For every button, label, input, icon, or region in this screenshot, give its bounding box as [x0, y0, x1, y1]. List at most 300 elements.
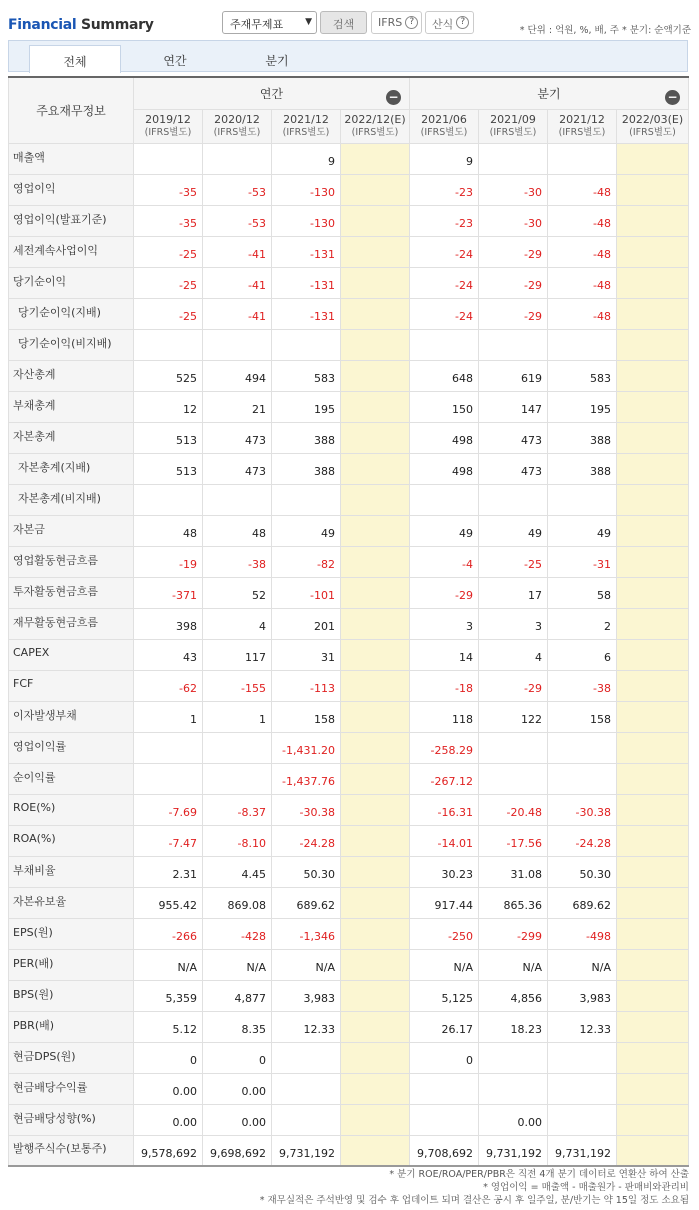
- table-cell: -25: [134, 236, 203, 267]
- row-label: 현금배당수익률: [9, 1073, 134, 1104]
- table-cell: -17.56: [479, 825, 548, 856]
- table-row: [9, 391, 689, 422]
- table-cell: 49: [479, 515, 548, 546]
- table-cell: [617, 298, 689, 329]
- table-cell: 147: [479, 391, 548, 422]
- table-cell: [341, 701, 410, 732]
- table-cell: -130: [272, 205, 341, 236]
- table-cell: -131: [272, 298, 341, 329]
- table-cell: [203, 143, 272, 174]
- table-row: [9, 1073, 689, 1104]
- basis-label: (IFRS별도): [351, 127, 399, 138]
- table-cell: 6: [548, 639, 617, 670]
- table-cell: -428: [203, 918, 272, 949]
- table-cell: [548, 1104, 617, 1135]
- table-cell: 9,731,192: [272, 1135, 341, 1166]
- table-cell: [548, 329, 617, 360]
- financial-summary-table: [8, 76, 689, 1167]
- table-cell: [617, 360, 689, 391]
- table-cell: 117: [203, 639, 272, 670]
- table-cell: [341, 453, 410, 484]
- row-label: ROE(%): [9, 794, 134, 825]
- table-cell: 8.35: [203, 1011, 272, 1042]
- financial-summary-header: [8, 8, 691, 38]
- table-cell: 0.00: [134, 1104, 203, 1135]
- period-label: 2022/12(E): [344, 113, 406, 126]
- table-cell: 388: [272, 453, 341, 484]
- table-cell: -29: [479, 670, 548, 701]
- table-cell: [272, 1104, 341, 1135]
- table-cell: [341, 1073, 410, 1104]
- table-cell: -24.28: [548, 825, 617, 856]
- table-cell: 50.30: [272, 856, 341, 887]
- table-cell: 49: [548, 515, 617, 546]
- table-row: [9, 856, 689, 887]
- footnote: * 영업이익 = 매출액 - 매출원가 - 판매비와관리비: [483, 1182, 689, 1193]
- table-cell: [341, 763, 410, 794]
- table-cell: 12: [134, 391, 203, 422]
- table-cell: -24.28: [272, 825, 341, 856]
- unit-note: * 단위 : 억원, %, 배, 주 * 분기: 순액기준: [519, 25, 691, 36]
- table-cell: -48: [548, 298, 617, 329]
- table-cell: [617, 546, 689, 577]
- table-row: [9, 825, 689, 856]
- table-row: [9, 794, 689, 825]
- table-cell: [410, 1073, 479, 1104]
- table-cell: [617, 267, 689, 298]
- row-label: ROA(%): [9, 825, 134, 856]
- table-cell: 619: [479, 360, 548, 391]
- table-cell: 955.42: [134, 887, 203, 918]
- table-cell: 4: [479, 639, 548, 670]
- table-row: [9, 205, 689, 236]
- formula-help-button[interactable]: 산식 ?: [425, 11, 474, 34]
- table-cell: 0: [134, 1042, 203, 1073]
- table-cell: [617, 856, 689, 887]
- table-cell: [341, 732, 410, 763]
- row-label: 자산총계: [9, 360, 134, 391]
- table-row: [9, 422, 689, 453]
- collapse-annual-icon[interactable]: −: [386, 90, 401, 105]
- table-row: [9, 887, 689, 918]
- table-cell: -25: [134, 267, 203, 298]
- table-cell: -18: [410, 670, 479, 701]
- row-label: 영업활동현금흐름: [9, 546, 134, 577]
- table-cell: [134, 763, 203, 794]
- period-column-header: [479, 109, 548, 143]
- table-cell: [479, 1073, 548, 1104]
- table-cell: -258.29: [410, 732, 479, 763]
- table-cell: 3: [410, 608, 479, 639]
- footnote: * 분기 ROE/ROA/PER/PBR은 직전 4개 분기 데이터로 연환산 하여 산출: [389, 1169, 689, 1180]
- table-cell: 388: [548, 422, 617, 453]
- table-cell: 498: [410, 422, 479, 453]
- table-cell: 525: [134, 360, 203, 391]
- table-row: [9, 1042, 689, 1073]
- table-cell: 494: [203, 360, 272, 391]
- table-cell: N/A: [410, 949, 479, 980]
- table-cell: 5.12: [134, 1011, 203, 1042]
- row-label: 자본총계: [9, 422, 134, 453]
- basis-label: (IFRS별도): [144, 127, 192, 138]
- table-cell: 689.62: [272, 887, 341, 918]
- table-cell: [341, 887, 410, 918]
- table-cell: 473: [479, 422, 548, 453]
- table-cell: N/A: [134, 949, 203, 980]
- tab-quarterly[interactable]: 분기: [265, 54, 289, 68]
- table-cell: [548, 1073, 617, 1104]
- row-label: 영업이익(발표기준): [9, 205, 134, 236]
- table-cell: 9: [410, 143, 479, 174]
- table-cell: 2: [548, 608, 617, 639]
- table-cell: [617, 980, 689, 1011]
- table-cell: 0.00: [479, 1104, 548, 1135]
- table-row: [9, 949, 689, 980]
- table-cell: 4,856: [479, 980, 548, 1011]
- table-cell: 3,983: [272, 980, 341, 1011]
- tab-annual[interactable]: 연간: [163, 54, 187, 68]
- table-cell: 513: [134, 422, 203, 453]
- table-cell: 5,125: [410, 980, 479, 1011]
- period-column-header: [272, 109, 341, 143]
- table-cell: 398: [134, 608, 203, 639]
- row-label: 부채총계: [9, 391, 134, 422]
- table-row: [9, 1104, 689, 1135]
- table-cell: -30.38: [272, 794, 341, 825]
- table-cell: -131: [272, 236, 341, 267]
- table-cell: -155: [203, 670, 272, 701]
- table-cell: 0.00: [134, 1073, 203, 1104]
- table-cell: 21: [203, 391, 272, 422]
- table-cell: -7.47: [134, 825, 203, 856]
- table-cell: -19: [134, 546, 203, 577]
- table-cell: 473: [203, 453, 272, 484]
- table-cell: [479, 143, 548, 174]
- table-cell: [134, 329, 203, 360]
- period-column-header: [134, 109, 203, 143]
- table-cell: -35: [134, 174, 203, 205]
- table-cell: 0: [203, 1042, 272, 1073]
- question-icon: ?: [405, 16, 418, 29]
- table-cell: 50.30: [548, 856, 617, 887]
- table-cell: [617, 918, 689, 949]
- period-label: 2022/03(E): [621, 113, 684, 126]
- table-cell: [617, 1073, 689, 1104]
- table-cell: 3: [479, 608, 548, 639]
- table-cell: [410, 1104, 479, 1135]
- table-cell: -20.48: [479, 794, 548, 825]
- table-cell: [272, 1042, 341, 1073]
- row-label: 재무활동현금흐름: [9, 608, 134, 639]
- table-cell: [341, 298, 410, 329]
- table-cell: [341, 980, 410, 1011]
- table-cell: -23: [410, 205, 479, 236]
- table-cell: [272, 329, 341, 360]
- table-row: [9, 701, 689, 732]
- table-cell: -1,346: [272, 918, 341, 949]
- row-label: 투자활동현금흐름: [9, 577, 134, 608]
- table-cell: -8.10: [203, 825, 272, 856]
- table-cell: [617, 670, 689, 701]
- table-cell: -250: [410, 918, 479, 949]
- table-cell: 12.33: [548, 1011, 617, 1042]
- table-cell: [617, 1011, 689, 1042]
- table-row: [9, 577, 689, 608]
- table-cell: [617, 174, 689, 205]
- table-cell: [410, 484, 479, 515]
- table-row: [9, 980, 689, 1011]
- row-label: 당기순이익: [9, 267, 134, 298]
- table-cell: [272, 1073, 341, 1104]
- table-row: [9, 360, 689, 391]
- period-label: 2021/12: [559, 113, 605, 126]
- table-cell: [341, 577, 410, 608]
- table-cell: 513: [134, 453, 203, 484]
- row-label: PER(배): [9, 949, 134, 980]
- table-cell: -53: [203, 174, 272, 205]
- table-cell: N/A: [479, 949, 548, 980]
- table-cell: [479, 1042, 548, 1073]
- table-cell: -30: [479, 205, 548, 236]
- row-label: 이자발생부채: [9, 701, 134, 732]
- tab-all[interactable]: 전체: [29, 45, 121, 73]
- table-cell: -266: [134, 918, 203, 949]
- table-row: [9, 670, 689, 701]
- table-cell: -82: [272, 546, 341, 577]
- table-cell: [341, 236, 410, 267]
- footnotes: [260, 1168, 689, 1207]
- table-cell: 648: [410, 360, 479, 391]
- period-column-header: [341, 109, 410, 143]
- table-cell: [134, 143, 203, 174]
- table-cell: -371: [134, 577, 203, 608]
- row-label: 발행주식수(보통주): [9, 1135, 134, 1166]
- table-cell: 473: [479, 453, 548, 484]
- basis-label: (IFRS별도): [629, 127, 676, 138]
- table-cell: [617, 763, 689, 794]
- period-label: 2020/12: [214, 113, 260, 126]
- table-cell: [341, 918, 410, 949]
- table-cell: 0.00: [203, 1104, 272, 1135]
- table-cell: -62: [134, 670, 203, 701]
- row-label: 자본유보율: [9, 887, 134, 918]
- table-cell: [341, 267, 410, 298]
- row-label: 자본총계(지배): [9, 453, 134, 484]
- table-cell: [203, 763, 272, 794]
- period-label: 2021/12: [283, 113, 329, 126]
- row-label: 순이익률: [9, 763, 134, 794]
- table-cell: [479, 484, 548, 515]
- table-cell: N/A: [548, 949, 617, 980]
- table-cell: [617, 236, 689, 267]
- table-row: [9, 608, 689, 639]
- table-cell: [617, 732, 689, 763]
- table-cell: -48: [548, 236, 617, 267]
- table-cell: -53: [203, 205, 272, 236]
- row-label: 세전계속사업이익: [9, 236, 134, 267]
- row-label: CAPEX: [9, 639, 134, 670]
- table-cell: -1,437.76: [272, 763, 341, 794]
- table-cell: 869.08: [203, 887, 272, 918]
- table-cell: [341, 608, 410, 639]
- collapse-quarter-icon[interactable]: −: [665, 90, 680, 105]
- table-cell: 49: [272, 515, 341, 546]
- table-cell: [617, 1135, 689, 1166]
- table-cell: 48: [203, 515, 272, 546]
- table-cell: -267.12: [410, 763, 479, 794]
- table-cell: [341, 1011, 410, 1042]
- table-row: [9, 267, 689, 298]
- table-row: [9, 763, 689, 794]
- table-cell: 1: [203, 701, 272, 732]
- table-cell: [617, 143, 689, 174]
- table-row: [9, 1011, 689, 1042]
- statement-type-select[interactable]: 주재무제표 ▼: [222, 11, 317, 34]
- row-label: 부채비율: [9, 856, 134, 887]
- table-cell: -101: [272, 577, 341, 608]
- table-row: [9, 298, 689, 329]
- table-cell: [341, 329, 410, 360]
- period-column-header: [203, 109, 272, 143]
- table-cell: 48: [134, 515, 203, 546]
- period-tabs: [8, 40, 688, 72]
- table-cell: [341, 856, 410, 887]
- table-cell: N/A: [203, 949, 272, 980]
- table-cell: [341, 174, 410, 205]
- table-cell: [548, 732, 617, 763]
- table-cell: [617, 794, 689, 825]
- table-cell: 49: [410, 515, 479, 546]
- table-cell: [341, 484, 410, 515]
- table-cell: 122: [479, 701, 548, 732]
- basis-label: (IFRS별도): [489, 127, 537, 138]
- table-cell: -8.37: [203, 794, 272, 825]
- table-cell: 9,578,692: [134, 1135, 203, 1166]
- row-label: 자본금: [9, 515, 134, 546]
- table-cell: [341, 825, 410, 856]
- table-cell: 4: [203, 608, 272, 639]
- ifrs-help-button[interactable]: IFRS ?: [371, 11, 422, 34]
- table-cell: [617, 329, 689, 360]
- table-cell: -48: [548, 267, 617, 298]
- table-cell: -29: [479, 267, 548, 298]
- table-row: [9, 515, 689, 546]
- chevron-down-icon: ▼: [305, 17, 312, 27]
- table-cell: 31.08: [479, 856, 548, 887]
- period-label: 2019/12: [145, 113, 191, 126]
- table-cell: -14.01: [410, 825, 479, 856]
- table-cell: [548, 1042, 617, 1073]
- table-row: [9, 174, 689, 205]
- table-cell: 17: [479, 577, 548, 608]
- table-cell: [341, 546, 410, 577]
- table-cell: [617, 484, 689, 515]
- row-label: 영업이익률: [9, 732, 134, 763]
- table-cell: [341, 1104, 410, 1135]
- table-row: [9, 236, 689, 267]
- table-cell: -41: [203, 236, 272, 267]
- table-cell: -41: [203, 298, 272, 329]
- table-cell: [479, 732, 548, 763]
- table-cell: [617, 391, 689, 422]
- row-label: 영업이익: [9, 174, 134, 205]
- table-cell: 388: [272, 422, 341, 453]
- table-cell: -131: [272, 267, 341, 298]
- search-button[interactable]: 검색: [320, 11, 367, 34]
- table-cell: [548, 143, 617, 174]
- table-cell: 0: [410, 1042, 479, 1073]
- table-cell: -498: [548, 918, 617, 949]
- table-cell: [617, 608, 689, 639]
- table-cell: [134, 732, 203, 763]
- table-cell: [341, 515, 410, 546]
- table-cell: [617, 205, 689, 236]
- table-cell: 9,731,192: [548, 1135, 617, 1166]
- table-cell: 689.62: [548, 887, 617, 918]
- table-cell: -299: [479, 918, 548, 949]
- table-row: [9, 918, 689, 949]
- table-cell: [341, 639, 410, 670]
- table-cell: 195: [548, 391, 617, 422]
- row-label: FCF: [9, 670, 134, 701]
- table-cell: [617, 639, 689, 670]
- table-cell: [548, 484, 617, 515]
- table-cell: 150: [410, 391, 479, 422]
- table-cell: -29: [479, 298, 548, 329]
- basis-label: (IFRS별도): [282, 127, 330, 138]
- basis-label: (IFRS별도): [213, 127, 261, 138]
- label-column-header: 주요재무정보: [9, 77, 134, 143]
- row-label: PBR(배): [9, 1011, 134, 1042]
- footnote: * 재무실적은 주석반영 및 검수 후 업데이트 되며 결산은 공시 후 일주일, 분/반기는 약 15일 정도 소요됨: [259, 1195, 689, 1206]
- table-cell: [341, 949, 410, 980]
- table-cell: 118: [410, 701, 479, 732]
- table-cell: [617, 453, 689, 484]
- table-cell: 14: [410, 639, 479, 670]
- table-cell: 3,983: [548, 980, 617, 1011]
- table-cell: -29: [479, 236, 548, 267]
- table-row: [9, 484, 689, 515]
- table-cell: 498: [410, 453, 479, 484]
- table-cell: -23: [410, 174, 479, 205]
- table-cell: -38: [548, 670, 617, 701]
- table-cell: -35: [134, 205, 203, 236]
- question-icon: ?: [456, 16, 469, 29]
- table-cell: 865.36: [479, 887, 548, 918]
- table-cell: [134, 484, 203, 515]
- table-cell: 4,877: [203, 980, 272, 1011]
- table-cell: 18.23: [479, 1011, 548, 1042]
- table-cell: [341, 1042, 410, 1073]
- row-label: 현금배당성향(%): [9, 1104, 134, 1135]
- table-row: [9, 1135, 689, 1166]
- row-label: 당기순이익(비지배): [9, 329, 134, 360]
- period-label: 2021/09: [490, 113, 536, 126]
- table-cell: -4: [410, 546, 479, 577]
- period-label: 2021/06: [421, 113, 467, 126]
- table-row: [9, 546, 689, 577]
- table-cell: [203, 484, 272, 515]
- table-cell: -16.31: [410, 794, 479, 825]
- table-cell: -38: [203, 546, 272, 577]
- table-cell: [341, 360, 410, 391]
- page-title: Financial Summary: [8, 17, 154, 33]
- table-cell: 9,731,192: [479, 1135, 548, 1166]
- table-cell: [617, 949, 689, 980]
- table-cell: -130: [272, 174, 341, 205]
- row-label: 자본총계(비지배): [9, 484, 134, 515]
- row-label: BPS(원): [9, 980, 134, 1011]
